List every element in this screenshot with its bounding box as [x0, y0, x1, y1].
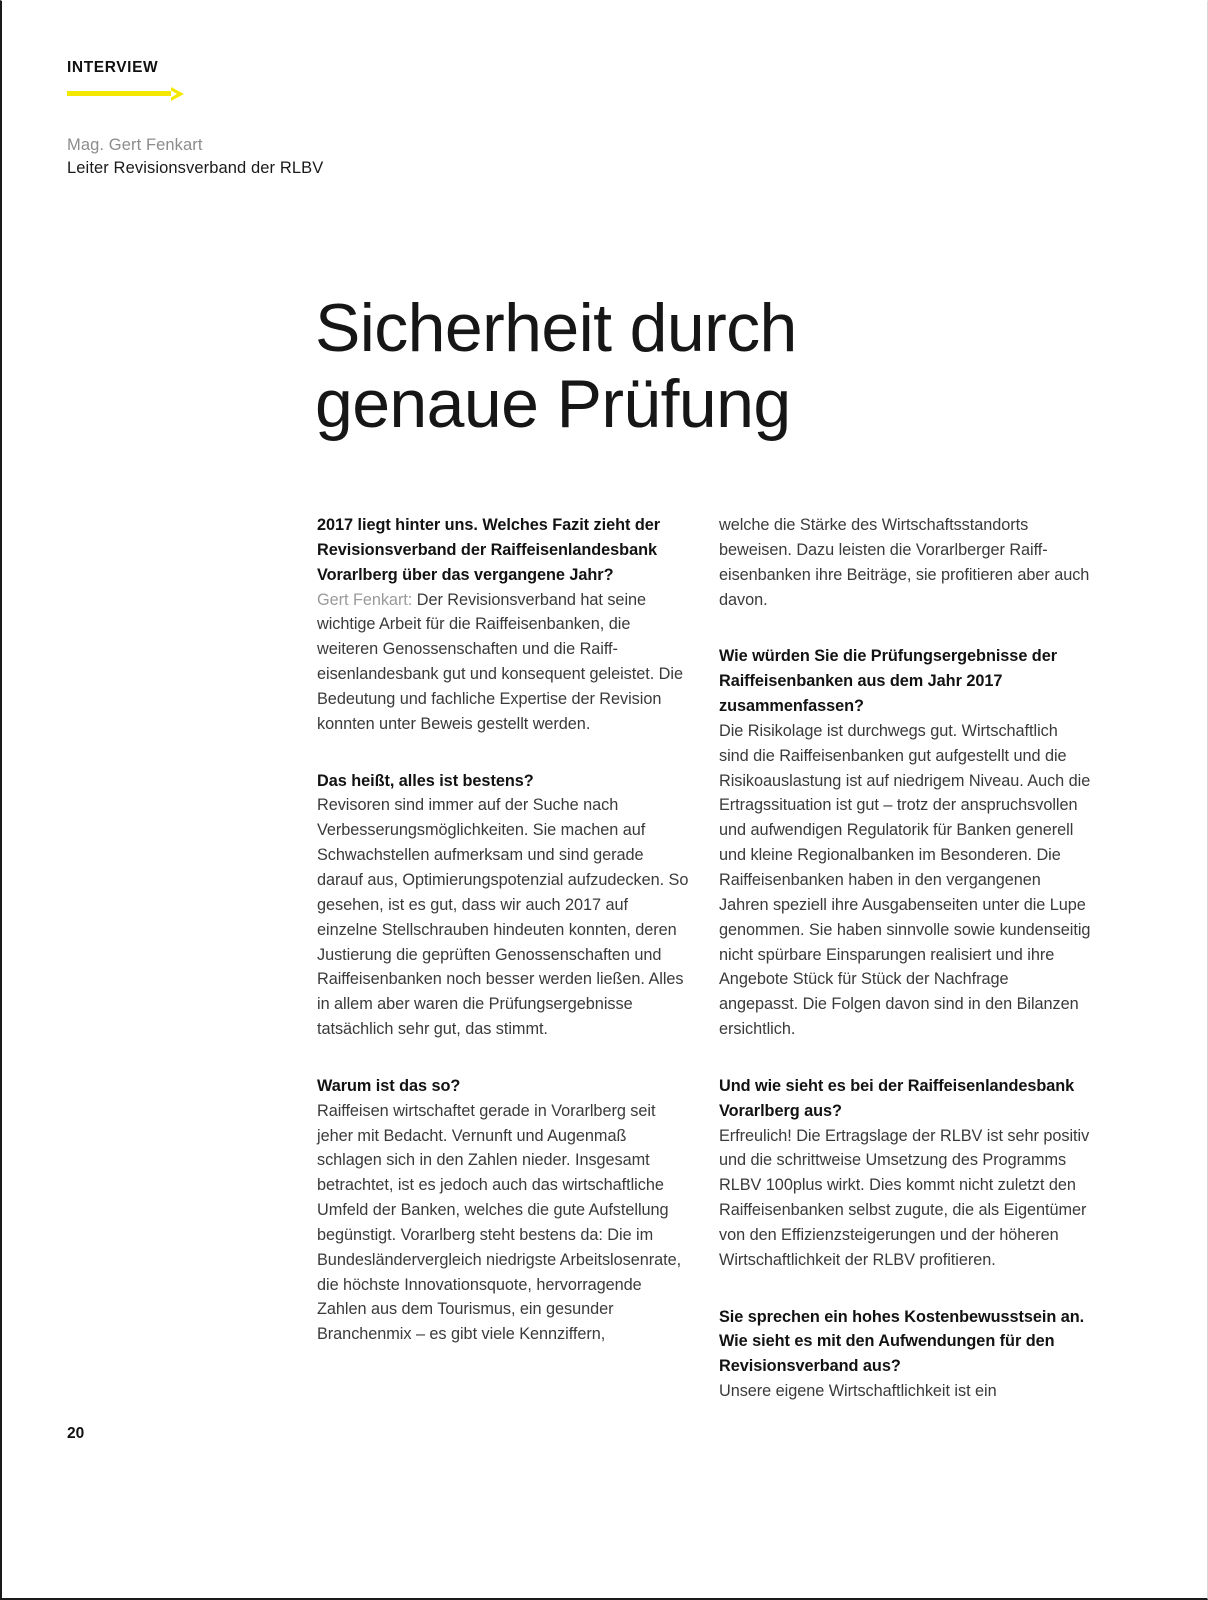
- qa-block: [317, 513, 689, 737]
- qa-block: [719, 1074, 1091, 1273]
- interview-answer: Erfreulich! Die Ertragslage der RLBV ist sehr positiv und die schrittweise Umsetzung des Programms RLBV 100plus wirkt. Dies kommt nicht zuletzt den Raiffeisenbanken selbst zugute, die als Eigentümer von den Effizienzsteigerungen und der höheren Wirtschaftlichkeit der RLBV profitieren.: [719, 1126, 1090, 1269]
- page-title-line-2: genaue Prüfung: [315, 365, 791, 442]
- qa-block-continued: [719, 513, 1091, 612]
- interview-answer: Raiffeisen wirtschaftet gerade in Vorarlberg seit jeher mit Bedacht. Vernunft und Augenmaß schlagen sich in den Zahlen nieder. Insgesamt betrachtet, ist es jedoch auch das wirtschaftliche Umfeld der Banken, welches die gute Aufstellung begünstigt. Vorarlberg steht bestens da: Die im Bundesländervergleich niedrigste Arbeitslosenrate, die höchste Innovationsquote, hervorragende Zahlen aus dem Tourismus, ein gesunder Branchenmix – es gibt viele Kennziffern,: [317, 1101, 682, 1344]
- page-title: [315, 290, 1075, 442]
- arrow-right-icon: [67, 87, 197, 101]
- interview-answer: Revisoren sind immer auf der Suche nach Verbesserungsmöglichkeiten. Sie machen auf Schwachstellen aufmerksam und sind gerade darauf aus, Optimierungspotenzial aufzudecken. So gesehen, ist es gut, dass wir auch 2017 auf einzelne Stellschrauben hindeuten konnten, deren Justierung die geprüften Genossenschaften und Raiffeisenbanken noch besser werden ließen. Alles in allem aber waren die Prüfungsergebnisse tatsächlich sehr gut, das stimmt.: [317, 796, 689, 1039]
- page-title-line-1: Sicherheit durch: [315, 289, 797, 366]
- qa-block: [719, 1305, 1091, 1404]
- interview-answer-text: Der Revisionsverband hat seine wichtige Arbeit für die Raiffeisenbanken, die weiteren Genossenschaften und die Raiffeisenlandesbank gut und konsequent geleistet. Die Bedeutung und fachliche Expertise der Revision konnten unter Beweis gestellt werden.: [317, 590, 683, 733]
- interview-answer: [317, 588, 689, 737]
- left-column: [317, 513, 689, 1404]
- byline-name: Mag. Gert Fenkart: [67, 136, 203, 154]
- qa-block: [317, 769, 689, 1042]
- interview-answer-continued: welche die Stärke des Wirtschaftsstandorts beweisen. Dazu leisten die Vorarlberger Raiffeisenbanken ihre Beiträge, sie profitieren aber auch davon.: [719, 516, 1090, 609]
- kicker-block: [67, 59, 367, 101]
- interview-question: Das heißt, alles ist bestens?: [317, 771, 534, 790]
- interview-question: Sie sprechen ein hohes Kostenbewusstsein an. Wie sieht es mit den Aufwendungen für den Revisionsverband aus?: [719, 1307, 1085, 1376]
- interview-answer: Die Risikolage ist durchwegs gut. Wirtschaftlich sind die Raiffeisenbanken gut aufgestellt und die Risikoauslastung ist auf niedrigem Niveau. Auch die Ertragssituation ist gut – trotz der anspruchsvollen und aufwendigen Regulatorik für Banken generell und kleine Regionalbanken im Besonderen. Die Raiffeisenbanken haben in den vergangenen Jahren speziell ihre Ausgabenseiten unter die Lupe genommen. Sie haben sinnvolle sowie kundenseitig nicht spürbare Einsparungen realisiert und ihre Angebote Stück für Stück der Nachfrage angepasst. Die Folgen davon sind in den Bilanzen ersichtlich.: [719, 721, 1091, 1039]
- article-body: [317, 513, 1092, 1404]
- kicker-label: INTERVIEW: [67, 59, 159, 76]
- interview-question: Und wie sieht es bei der Raiffeisenlandesbank Vorarlberg aus?: [719, 1076, 1075, 1120]
- byline: [67, 134, 323, 181]
- page-number: 20: [67, 1425, 85, 1442]
- interview-question: Wie würden Sie die Prüfungsergebnisse der Raiffeisenbanken aus dem Jahr 2017 zusammenfassen?: [719, 647, 1057, 716]
- right-column: [719, 513, 1091, 1404]
- interview-question: Warum ist das so?: [317, 1076, 461, 1095]
- qa-block: [719, 644, 1091, 1042]
- qa-block: [317, 1074, 689, 1347]
- speaker-label: Gert Fenkart:: [317, 590, 413, 609]
- byline-role: Leiter Revisionsverband der RLBV: [67, 159, 324, 178]
- interview-answer: Unsere eigene Wirtschaftlichkeit ist ein: [719, 1382, 997, 1401]
- interview-question: 2017 liegt hinter uns. Welches Fazit zieht der Revisionsverband der Raiffeisenlandesbank Vorarlberg über das vergangene Jahr?: [317, 516, 661, 584]
